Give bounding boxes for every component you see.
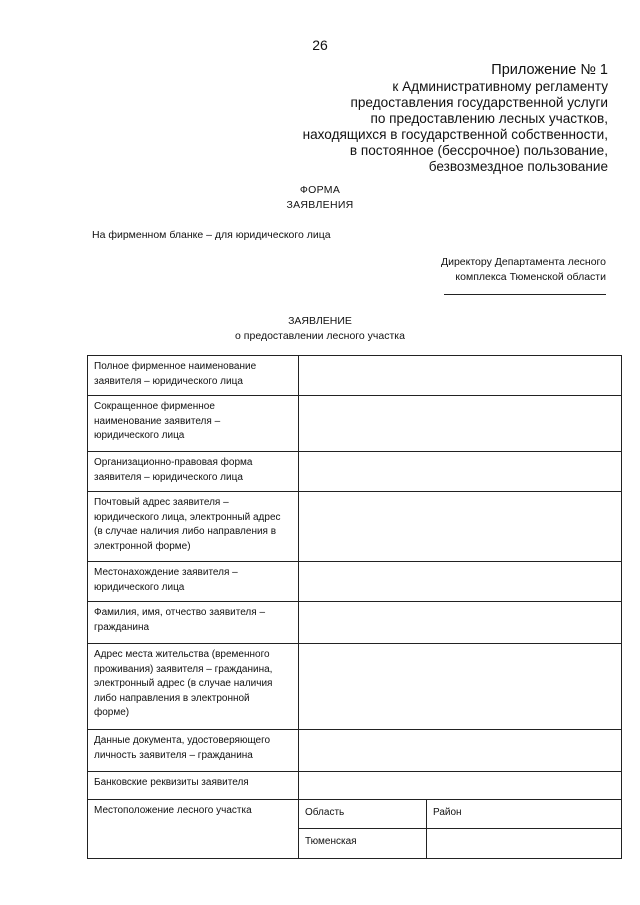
region-value-field[interactable]: Тюменская: [299, 828, 427, 858]
annex-line: в постоянное (бессрочное) пользование,: [349, 143, 608, 158]
addressee-line: комплекса Тюменской области: [455, 271, 606, 283]
location-label: Местоположение лесного участка: [88, 800, 299, 859]
row-label-line: юридического лица: [94, 581, 185, 593]
row-label-line: форме): [94, 707, 130, 718]
row-label-line: электронной форме): [94, 540, 191, 552]
postal-address-field[interactable]: [299, 492, 622, 562]
letterhead-note: На фирменном бланке – для юридического лица: [92, 229, 331, 241]
row-label-line: гражданина: [94, 621, 150, 633]
location-field[interactable]: [299, 562, 622, 602]
row-label-line: Организационно-правовая форма: [94, 457, 253, 468]
legal-form-field[interactable]: [299, 452, 622, 492]
row-label: [88, 396, 299, 452]
table-row: [88, 730, 622, 772]
row-label-line: Банковские реквизиты заявителя: [94, 777, 249, 788]
row-label-line: заявителя – юридического лица: [94, 471, 243, 483]
row-label-line: Сокращенное фирменное: [94, 401, 215, 412]
annex-title: Приложение № 1: [491, 62, 608, 78]
table-row: [88, 396, 622, 452]
row-label: [88, 730, 299, 772]
form-heading-line: ЗАЯВЛЕНИЯ: [286, 199, 354, 211]
row-label: [88, 602, 299, 644]
table-row: [88, 492, 622, 562]
row-label-line: (в случае наличия либо направления в: [94, 526, 277, 537]
row-label-line: Адрес места жительства (временного: [94, 649, 270, 660]
table-row: [88, 772, 622, 800]
row-label: [88, 772, 299, 800]
row-label-line: личность заявителя – гражданина: [94, 749, 253, 761]
citizen-name-field[interactable]: [299, 602, 622, 644]
row-label-line: либо направления в электронной: [94, 692, 250, 704]
statement-title: ЗАЯВЛЕНИЕ: [288, 315, 352, 327]
row-label: [88, 452, 299, 492]
district-header: Район: [427, 800, 622, 829]
application-table: [87, 355, 622, 859]
bank-details-field[interactable]: [299, 772, 622, 800]
row-label-line: юридического лица: [94, 430, 185, 441]
row-label-line: проживания) заявителя – гражданина,: [94, 663, 273, 675]
row-label-line: Данные документа, удостоверяющего: [94, 735, 271, 746]
table-row: [88, 602, 622, 644]
annex-line: предоставления государственной услуги: [350, 95, 608, 110]
row-label: [88, 356, 299, 396]
district-value-field[interactable]: [427, 828, 622, 858]
residence-address-field[interactable]: [299, 644, 622, 730]
page-number: 26: [312, 37, 328, 53]
annex-header: [188, 62, 608, 175]
addressee-name-field[interactable]: [444, 294, 606, 295]
statement-title-block: [0, 314, 640, 344]
annex-line: по предоставлению лесных участков,: [370, 111, 608, 126]
row-label-line: заявителя – юридического лица: [94, 375, 243, 387]
row-label-line: Местонахождение заявителя –: [94, 567, 238, 578]
table-row: [88, 356, 622, 396]
row-label-line: электронный адрес (в случае наличия: [94, 678, 273, 689]
addressee-block: [406, 255, 606, 285]
form-heading-line: ФОРМА: [299, 184, 341, 196]
statement-subtitle: о предоставлении лесного участка: [235, 330, 405, 342]
row-label-line: Фамилия, имя, отчество заявителя –: [94, 607, 266, 618]
form-heading: [0, 183, 640, 213]
row-label: [88, 644, 299, 730]
identity-document-field[interactable]: [299, 730, 622, 772]
addressee-line: Директору Департамента лесного: [440, 256, 606, 268]
table-row: [88, 452, 622, 492]
row-label-line: Полное фирменное наименование: [94, 361, 257, 372]
table-row: [88, 562, 622, 602]
region-header: Область: [299, 800, 427, 829]
row-label: [88, 492, 299, 562]
annex-line: находящихся в государственной собственности,: [302, 127, 608, 142]
short-name-field[interactable]: [299, 396, 622, 452]
row-label-line: наименование заявителя –: [94, 415, 221, 427]
row-label-line: Почтовый адрес заявителя –: [94, 497, 229, 508]
annex-line: безвозмездное пользование: [428, 159, 608, 174]
row-label-line: юридического лица, электронный адрес: [94, 511, 281, 523]
table-row: [88, 644, 622, 730]
annex-line: к Административному регламенту: [392, 79, 608, 94]
row-label: [88, 562, 299, 602]
table-row-location: [88, 800, 622, 829]
full-name-field[interactable]: [299, 356, 622, 396]
